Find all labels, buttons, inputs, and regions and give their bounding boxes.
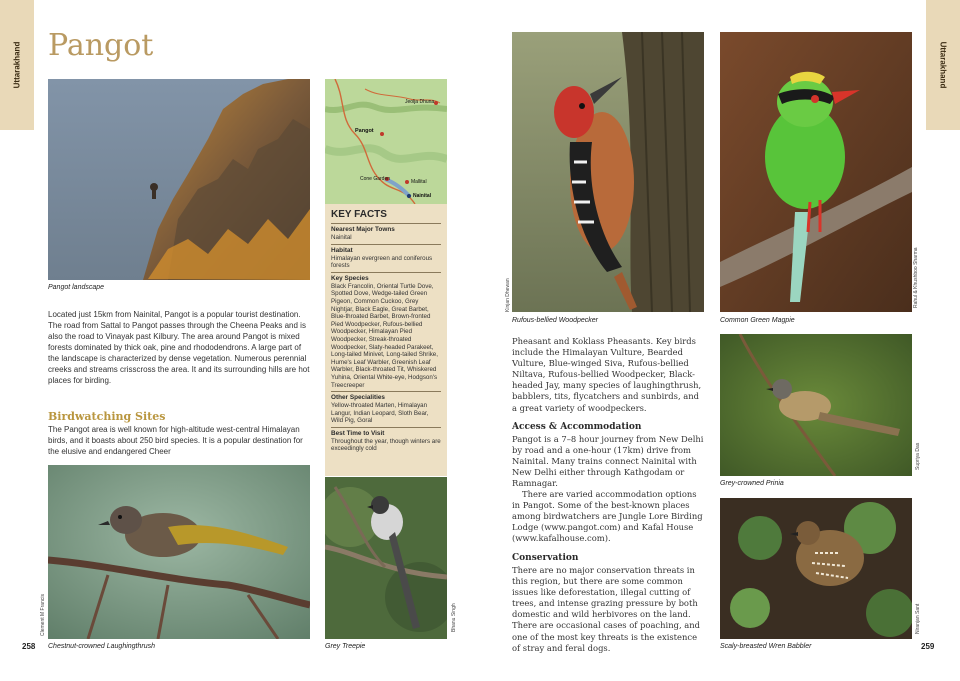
grey-crowned-prinia-photo <box>720 334 912 476</box>
babbler-caption: Scaly-breasted Wren Babbler <box>720 643 812 650</box>
woodpecker-caption: Rufous-bellied Woodpecker <box>512 317 598 324</box>
key-facts-label: Best Time to Visit <box>331 429 385 437</box>
region-tab-label: Uttarakhand <box>938 41 948 89</box>
key-facts-value: Black Francolin, Oriental Turtle Dove, Spotted Dove, Wedge-tailed Green Pigeon, Common Cuckoo, Grey Nightjar, Black Eagle, Great Barbet, Blue-throated Barbet, Brown-fronted Pied Woodpecker, Rufous-bellied Woodpecker, Himalayan Pied Woodpecker, Streak-throated Woodpecker, Slaty-headed Parakeet, Long-tailed Minivet, Long-tailed Shrike, Hume's Leaf Warbler, Greenish Leaf Warbler, Black-throated Tit, Whiskered Yuhina, Oriental White-eye, Hodgson's Treecreeper <box>331 282 438 389</box>
prinia-caption: Grey-crowned Prinia <box>720 480 784 487</box>
key-facts-label: Other Specialities <box>331 394 385 402</box>
scaly-breasted-wren-babbler-photo <box>720 498 912 639</box>
conservation-heading: Conservation <box>512 553 579 563</box>
birdwatching-heading: Birdwatching Sites <box>48 410 166 423</box>
woodpecker-credit: Kinjan Dhewan <box>505 278 511 312</box>
map-label-mallital: Mallital <box>411 179 427 185</box>
key-facts-label: Habitat <box>331 246 353 254</box>
region-tab-left <box>0 0 34 130</box>
conservation-paragraph: There are no major conservation threats in this region, but there are some common issues like deforestation, illegal cutting of trees, and intense grazing pressure by both domestic and wild herbivores on the land. There are occasional cases of poaching, and one of the most key threats is the existence of stray and feral dogs. <box>512 565 701 653</box>
map-label-pangot: Pangot <box>355 128 374 134</box>
map-label-cone-garden: Cone Garden <box>360 176 391 182</box>
region-tab-right <box>926 0 960 130</box>
intro-paragraph: Located just 15km from Nainital, Pangot is a popular tourist destination. The road from Sattal to Pangot passes through the Cheena Peaks and is also the road to Vinayak past Kilbury. The area around Pangot is mixed forests dominated by thick oak, pine and rhododendrons. A large part of the landscape is characterized by dense vegetation. Numerous perennial creeks and streams crisscross the area. It and its surrounding hills are hot places for birding. <box>48 310 310 385</box>
key-facts-label: Key Species <box>331 274 369 282</box>
region-tab-label: Uttarakhand <box>12 41 22 89</box>
grey-treepie-caption: Grey Treepie <box>325 643 366 650</box>
map-label-nainital: Nainital <box>413 193 432 199</box>
grey-treepie-photo <box>325 477 447 639</box>
magpie-credit: Rahul & Khushboo Sharma <box>913 247 919 308</box>
magpie-caption: Common Green Magpie <box>720 317 795 324</box>
key-facts-value: Throughout the year, though winters are exceedingly cold <box>331 437 441 453</box>
access-paragraph-2: There are varied accommodation options in Pangot. Some of the best-known places among birdwatchers are Jungle Lore Birding Lodge (www.pangot.com) and Kafal House (www.kafalhouse.com). <box>512 489 703 544</box>
key-facts-title: KEY FACTS <box>331 209 387 220</box>
laughingthrush-caption: Chestnut-crowned Laughingthrush <box>48 643 156 650</box>
key-facts-item <box>331 391 441 425</box>
key-facts-value: Nainital <box>331 234 352 241</box>
common-green-magpie-photo <box>720 32 912 312</box>
access-heading: Access & Accommodation <box>512 422 642 432</box>
map-label-jeolja-dhuna: Jeolja Dhuna <box>405 99 435 105</box>
prinia-credit: Supriya Das <box>915 442 921 470</box>
page-number-right: 259 <box>921 642 935 651</box>
location-map <box>325 79 447 204</box>
laughingthrush-photo <box>48 465 310 639</box>
landscape-caption: Pangot landscape <box>48 284 105 291</box>
key-facts-item <box>331 223 441 242</box>
key-facts-box <box>325 204 447 476</box>
page-title: Pangot <box>48 28 154 63</box>
grey-treepie-credit: Bhanu Singh <box>451 603 457 632</box>
babbler-credit: Niranjan Sant <box>915 603 921 634</box>
birdwatching-paragraph: The Pangot area is well known for high-altitude west-central Himalayan birds, and it boasts about 250 bird species. It is a popular destination for the elusive and endangered Cheer <box>48 425 303 456</box>
rufous-bellied-woodpecker-photo <box>512 32 704 312</box>
key-facts-value: Yellow-throated Marten, Himalayan Langur, Indian Leopard, Sloth Bear, Wild Pig, Goral <box>331 402 429 425</box>
landscape-photo <box>48 79 310 280</box>
continued-paragraph: Pheasant and Koklass Pheasants. Key birds include the Himalayan Vulture, Bearded Vulture, Blue-winged Siva, Rufous-bellied Niltava, Rufous-bellied Woodpecker, Black-headed Jay, many species of laughingthrush, babblers, tits, flycatchers and sunbirds, and a great variety of woodpeckers. <box>512 336 702 413</box>
page-number-left: 258 <box>22 642 36 651</box>
key-facts-label: Nearest Major Towns <box>331 226 395 233</box>
access-paragraph-1: Pangot is a 7–8 hour journey from New Delhi by road and a one-hour (17km) drive from Nainital. Many trains connect Nainital with New Delhi either through Kathgodam or Ramnagar. <box>512 434 704 489</box>
key-facts-value: Himalayan evergreen and coniferous forests <box>331 254 433 270</box>
key-facts-item <box>331 244 441 270</box>
key-facts-item <box>331 427 441 453</box>
key-facts-item <box>331 272 441 389</box>
laughingthrush-credit: Clement M Francis <box>40 594 46 636</box>
